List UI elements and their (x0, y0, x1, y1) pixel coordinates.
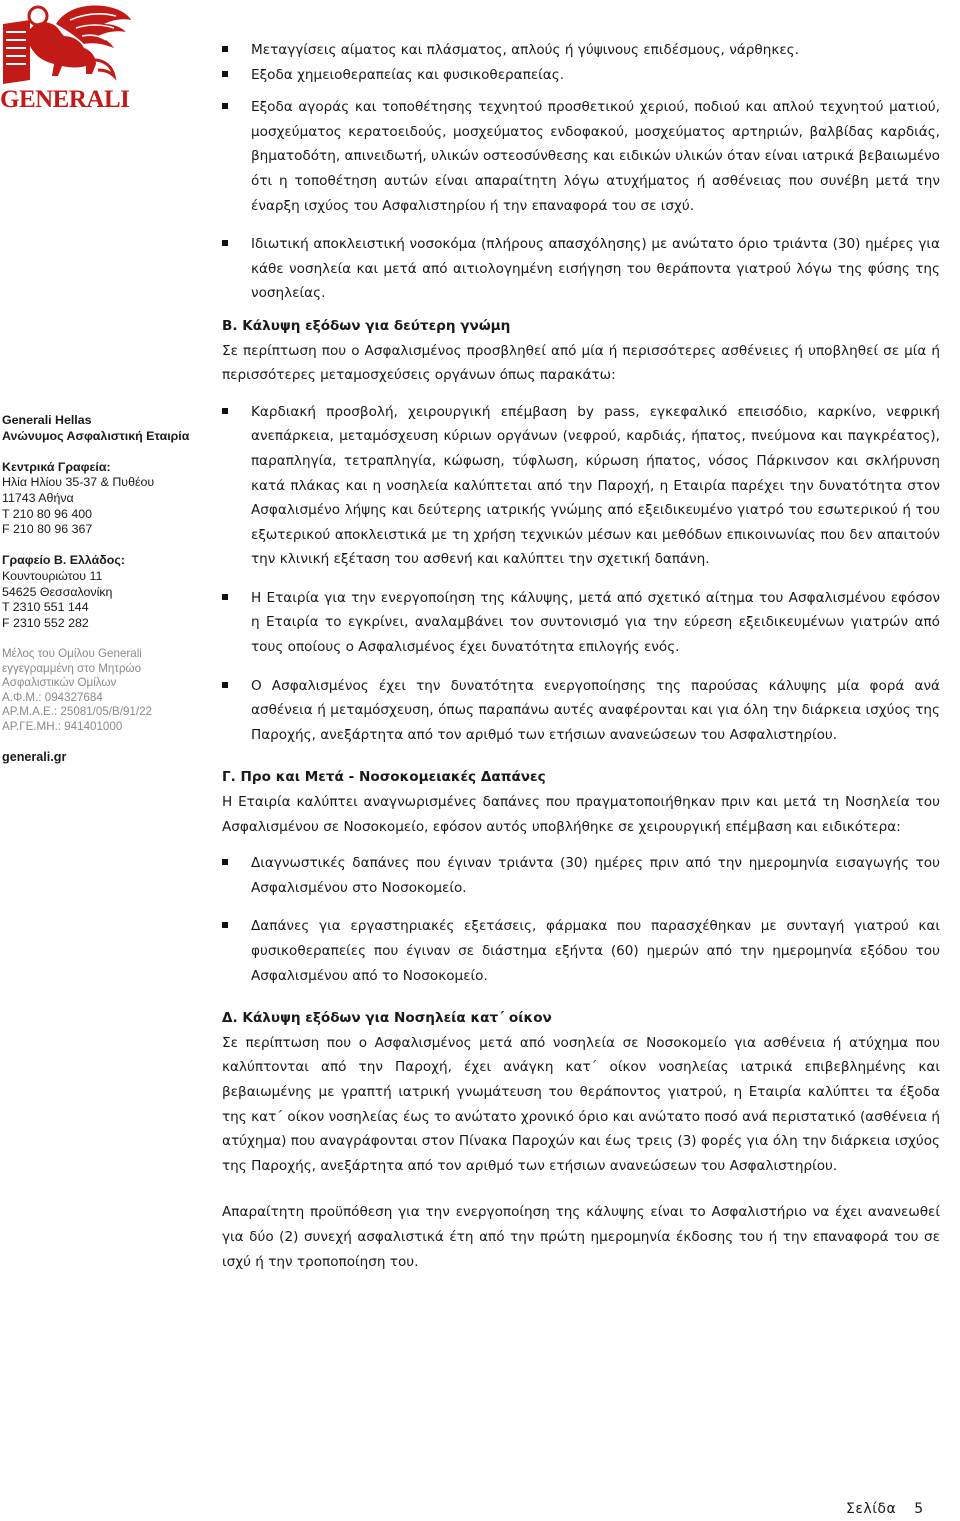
section-c (222, 765, 940, 988)
section-b-title: Β. Κάλυψη εξόδων για δεύτερη γνώμη (222, 317, 511, 334)
section-b-intro: Σε περίπτωση που ο Ασφαλισμένος προσβληθεί από μία ή περισσότερες ασθένειες ή υποβληθεί σε μία ή περισσότερες μεταμοσχεύσεις οργάνων όπως παρακάτω: (222, 342, 940, 384)
armae: ΑΡ.Μ.Α.Ε.: 25081/05/Β/91/22 (2, 705, 152, 719)
sidebar (0, 0, 205, 1521)
section-b (222, 314, 940, 748)
section-d (222, 1006, 940, 1274)
hq-fax: F 210 80 96 367 (2, 522, 93, 537)
afm: Α.Φ.Μ.: 094327684 (2, 690, 103, 704)
branch-city: 54625 Θεσσαλονίκη (2, 584, 113, 599)
section-d-title: Δ. Κάλυψη εξόδων για Νοσηλεία κατ΄ οίκον (222, 1010, 552, 1027)
list-item: Ο Ασφαλισμένος έχει την δυνατότητα ενεργοποίησης της παρούσας κάλυψης μία φορά ανά ασθένεια ή μεταμόσχευση, όπως παραπάνω αυτές αναφέρονται και για όλη την διάρκεια ισχύος της Παροχής, ανεξάρτητα από τον αριθμό των ετήσιων ανανεώσεων του Ασφαλιστηρίου. (222, 674, 940, 748)
brand-wordmark: GENERALI (0, 86, 130, 113)
list-item: Η Εταιρία για την ενεργοποίηση της κάλυψης, μετά από σχετικό αίτημα του Ασφαλισμένου εφόσον η Εταιρία το εγκρίνει, αναλαμβάνει τον συντονισμό για την εύρεση εξειδικευμένων γιατρών από τους οποίους ο Ασφαλισμένος έχει δυνατότητα επιλογής ενός. (222, 586, 940, 660)
winged-lion-icon (0, 2, 132, 88)
generali-logo (0, 2, 132, 114)
top-bullet-list (222, 38, 940, 306)
branch-phone: T 2310 551 144 (2, 600, 89, 615)
member-line-1: Μέλος του Ομίλου Generali (2, 646, 142, 660)
list-item: Ιδιωτική αποκλειστική νοσοκόμα (πλήρους απασχόλησης) με ανώτατο όριο τριάντα (30) ημέρες για κάθε νοσηλεία και μετά από αιτιολογημένη εισήγηση του θεράποντα γιατρού λόγω της φύσης της νοσηλείας. (222, 232, 940, 306)
section-d-paragraph-2: Απαραίτητη προϋπόθεση για την ενεργοποίηση της κάλυψης είναι το Ασφαλιστήριο να έχει ανανεωθεί για δύο (2) συνεχή ασφαλιστικά έτη από την πρώτη ημερομηνία έκδοσης του ή την επαναφορά του σε ισχύ ή την τροποποίηση του. (222, 1204, 940, 1270)
page-label: Σελίδα (846, 1501, 897, 1517)
list-item: Διαγνωστικές δαπάνες που έγιναν τριάντα (30) ημέρες πριν από την ημερομηνία εισαγωγής του Ασφαλισμένου στο Νοσοκομείο. (222, 851, 940, 900)
website-link[interactable]: generali.gr (2, 750, 67, 765)
member-line-3: Ασφαλιστικών Ομίλων (2, 676, 117, 690)
branch-fax: F 2310 552 282 (2, 615, 89, 630)
document-body (222, 38, 940, 1274)
page-footer (846, 1500, 924, 1518)
branch-address: Κουντουριώτου 11 (2, 568, 103, 583)
contact-info (2, 413, 202, 766)
company-type: Ανώνυμος Ασφαλιστική Εταιρία (2, 428, 190, 443)
list-item: Εξοδα χημειοθεραπείας και φυσικοθεραπείας. (222, 63, 940, 88)
company-name: Generali Hellas (2, 413, 92, 427)
page-number: 5 (914, 1501, 924, 1517)
list-item: Καρδιακή προσβολή, χειρουργική επέμβαση by pass, εγκεφαλικό επεισόδιο, καρκίνο, νεφρική ανεπάρκεια, μεταμόσχευση κύριων οργάνων (νεφρού, καρδιάς, ήπατος, πνεύμονα και παγκρέατος), παραπληγία, τετραπληγία, κώφωση, τύφλωση, κύρωση ήπατος, νόσος Πάρκινσον και σκλήρυνση κατά πλάκας και η νοσηλεία καλύπτεται από την Παροχή, η Εταιρία παρέχει την δυνατότητα στον Ασφαλισμένο λήψης και δεύτερης ιατρικής γνώμης από εξειδικευμένο γιατρό του εσωτερικού ή του εξωτερικού αποκλειστικά με τη χρήση τεχνικών μέσων και μεθόδων επικοινωνίας που δεν απαιτούν την κλινική εξέταση του ασθενή και καλύπτει την σχετική δαπάνη. (222, 400, 940, 572)
argemi: ΑΡ.ΓΕ.ΜΗ.: 941401000 (2, 719, 123, 733)
hq-address: Ηλία Ηλίου 35-37 & Πυθέου (2, 475, 155, 490)
section-d-paragraph-1: Σε περίπτωση που ο Ασφαλισμένος μετά από νοσηλεία σε Νοσοκομείο για ασθένεια ή ατύχημα που καλύπτονται από την Παροχή, έχει ανάγκη κατ΄ οίκον νοσηλείας ιατρικά επιβεβλημένης και βεβαιωμένης με γραπτή ιατρική γνωμάτευση του θεράποντος γιατρού, η Εταιρία καλύπτει τα έξοδα της κατ΄ οίκον νοσηλείας έως το ανώτατο χρονικό όριο και ανώτατο ποσό ανά περιστατικό (ασθένεια ή ατύχημα) που αναγράφονται στον Πίνακα Παροχών και έως τρεις (3) φορές για όλη την διάρκεια ισχύος της Παροχής, ανεξάρτητα από τον αριθμό των ετήσιων ανανεώσεων του Ασφαλιστηρίου. (222, 1034, 940, 1174)
list-item: Εξοδα αγοράς και τοποθέτησης τεχνητού προσθετικού χεριού, ποδιού και απλού τεχνητού ματιού, μοσχεύματος κερατοειδούς, μοσχεύματος ενδοφακού, μοσχεύματος αρτηριών, βαλβίδας καρδιάς, βηματοδότη, απινειδωτή, υλικών οστεοσύνθεσης και ειδικών υλικών όταν είναι ιατρικά βεβαιωμένο ότι η τοποθέτηση αυτών είναι απαραίτητη λόγω ατυχήματος ή ασθένειας που συνέβη μετά την έναρξη ισχύος του Ασφαλιστηρίου ή την επαναφορά του σε ισχύ. (222, 95, 940, 218)
hq-phone: T 210 80 96 400 (2, 506, 93, 521)
list-item: Μεταγγίσεις αίματος και πλάσματος, απλούς ή γύψινους επιδέσμους, νάρθηκες. (222, 38, 940, 63)
member-line-2: εγγεγραμμένη στο Μητρώο (2, 661, 142, 675)
section-b-list (222, 400, 940, 748)
section-c-list (222, 851, 940, 988)
hq-title: Κεντρικά Γραφεία: (2, 459, 111, 474)
list-item: Δαπάνες για εργαστηριακές εξετάσεις, φάρμακα που παρασχέθηκαν με συνταγή γιατρού και φυσικοθεραπείες που έγιναν σε διάστημα εξήντα (60) ημερών από την ημερομηνία εξόδου του Ασφαλισμένου από το Νοσοκομείο. (222, 914, 940, 988)
branch-title: Γραφείο Β. Ελλάδος: (2, 553, 125, 568)
section-c-title: Γ. Προ και Μετά - Νοσοκομειακές Δαπάνες (222, 769, 546, 786)
hq-city: 11743 Αθήνα (2, 490, 74, 505)
section-c-intro: Η Εταιρία καλύπτει αναγνωρισμένες δαπάνες που πραγματοποιήθηκαν πριν και μετά τη Νοσηλεία του Ασφαλισμένου σε Νοσοκομείο, εφόσον αυτός υποβλήθηκε σε χειρουργική επέμβαση και ειδικότερα: (222, 794, 940, 835)
